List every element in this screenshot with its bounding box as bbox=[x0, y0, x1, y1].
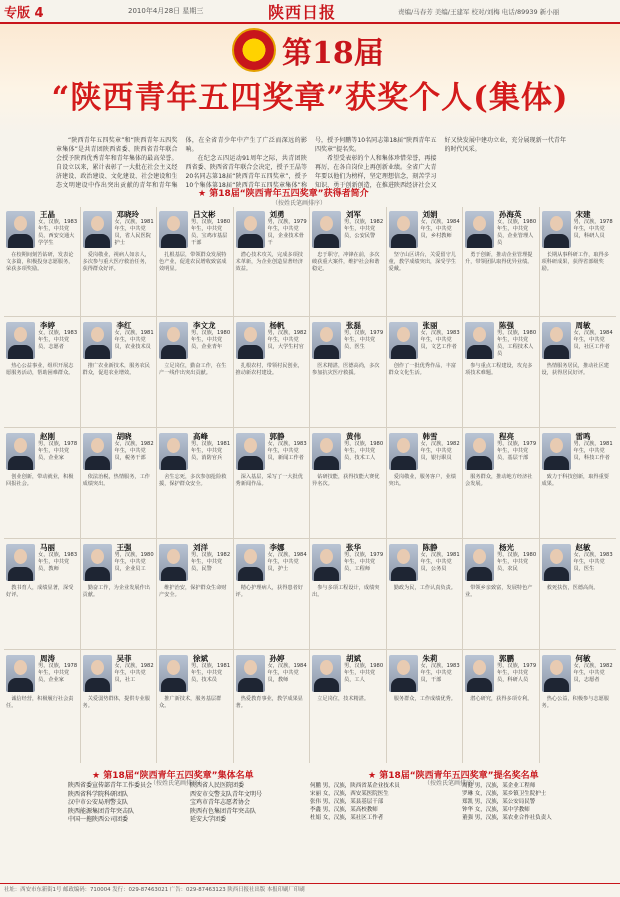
recipient-profile bbox=[4, 540, 80, 647]
recipient-description: 创业创新，带动就业，积极回报社会。 bbox=[6, 474, 74, 487]
portrait-photo bbox=[312, 544, 341, 581]
recipient-name: 王强 bbox=[116, 543, 132, 552]
recipient-name: 杨帆 bbox=[269, 321, 285, 330]
column-divider bbox=[80, 207, 81, 763]
recipient-description: 致力于科技创新，取得重要成果。 bbox=[541, 474, 609, 487]
portrait-photo bbox=[465, 655, 494, 692]
collective-item: 宝鸡市青年志愿者协会 bbox=[190, 799, 251, 807]
recipient-name: 高峰 bbox=[193, 432, 208, 441]
recipient-name: 周敏 bbox=[575, 321, 591, 330]
recipient-name: 孙婷 bbox=[269, 654, 285, 663]
nominees-list-right bbox=[462, 782, 552, 822]
recipient-bio: 男，汉族，1980年生，中共党员，工程技术人员 bbox=[497, 330, 537, 357]
recipient-name: 郭静 bbox=[269, 432, 285, 441]
recipient-bio: 男，汉族，1978年生，中共党员，企业家 bbox=[38, 441, 78, 461]
nominees-list-left bbox=[310, 782, 400, 822]
recipient-name: 张磊 bbox=[346, 321, 361, 330]
section-individuals-subtitle: （按姓氏笔画排序） bbox=[272, 200, 327, 207]
recipient-bio: 男，汉族，1979年生，中共党员，基层干部 bbox=[497, 441, 537, 461]
intro-paragraph: 希望受表彰的个人和集体珍惜荣誉，再接再厉，在各自岗位上再创新业绩。全省广大青年要以他们为榜样，坚定理想信念，刻苦学习知识，勇于创新创造，在推进陕西经济社会又好又快发展中建功立业，充分展现新一代青年的时代风采。 bbox=[315, 137, 566, 189]
recipient-bio: 女，汉族，1982年生，中共党员，志愿者 bbox=[573, 663, 613, 683]
portrait-photo bbox=[159, 433, 188, 470]
recipient-name: 郭鹏 bbox=[499, 654, 514, 663]
recipient-description: 钻研技能，获得技能大赛优异名次。 bbox=[312, 474, 380, 487]
recipient-name: 吴菲 bbox=[116, 654, 132, 663]
nominee-item: 郑凯 男，汉族，某公安局民警 bbox=[462, 799, 536, 805]
recipient-profile bbox=[234, 540, 310, 647]
recipient-description: 热情服务居民，推动社区建设，获得居民好评。 bbox=[541, 363, 609, 376]
recipient-profile bbox=[4, 318, 80, 425]
recipient-bio: 男，汉族，1980年生，中共党员，工人 bbox=[344, 663, 384, 683]
recipient-bio: 男，汉族，1981年生，中共党员，科技工作者 bbox=[573, 441, 613, 461]
recipient-description: 关爱弱势群体，提供专业服务。 bbox=[82, 696, 150, 709]
recipient-name: 胡斌 bbox=[346, 654, 361, 663]
recipient-description: 勤政为民，工作认真负责。 bbox=[393, 585, 456, 591]
recipient-bio: 女，汉族，1984年生，中共党员，社区工作者 bbox=[573, 330, 613, 350]
page-footer: 社址：西安市东新街1号 邮政编码：710004 发行：029-87463021 广告：029-87463123 陕西日报社出版 本报印刷厂印刷 bbox=[0, 883, 620, 897]
recipient-description: 潜心研究，获得多项专利。 bbox=[470, 696, 533, 702]
recipient-name: 刘娟 bbox=[422, 210, 438, 219]
recipient-profile bbox=[310, 651, 386, 758]
recipient-description: 热心公益事业，组织开展志愿服务活动，帮助困难群众。 bbox=[6, 363, 74, 376]
portrait-photo bbox=[159, 544, 188, 581]
recipient-bio: 男，汉族，1980年生，中共党员，宝鸡市基层干部 bbox=[191, 219, 231, 246]
recipient-description: 精心护理病人，获得患者好评。 bbox=[235, 585, 303, 598]
recipient-description: 参与多项工程设计，成绩突出。 bbox=[312, 585, 380, 598]
recipient-profile bbox=[4, 429, 80, 536]
recipient-description: 立足岗位，勤奋工作，在生产一线作出突出贡献。 bbox=[159, 363, 227, 376]
headline-title: “陕西青年五四奖章”获奖个人(集体) bbox=[51, 80, 569, 116]
portrait-photo bbox=[83, 211, 112, 248]
recipient-profile bbox=[463, 207, 539, 314]
portrait-photo bbox=[389, 655, 418, 692]
recipient-description: 医术精湛，医德高尚，多次参加抗灾医疗救援。 bbox=[312, 363, 380, 376]
collective-item: 陕西省委宣传部青年工作委员会 bbox=[68, 782, 153, 789]
portrait-photo bbox=[83, 433, 112, 470]
recipient-bio: 女，汉族，1983年生，中共党员，西安交通大学学生 bbox=[38, 219, 78, 246]
recipient-name: 宋建 bbox=[575, 210, 591, 219]
recipient-bio: 女，汉族，1982年生，中共党员，银行职员 bbox=[420, 441, 460, 461]
row-divider bbox=[4, 316, 616, 317]
recipient-name: 陈静 bbox=[422, 543, 438, 552]
recipient-bio: 男，汉族，1980年生，中共党员，企业员工 bbox=[114, 552, 154, 572]
edition-label: 专版 4 bbox=[4, 6, 44, 21]
portrait-photo bbox=[236, 655, 265, 692]
recipient-description: 服务群众，推动地方经济社会发展。 bbox=[465, 474, 533, 487]
recipient-bio: 男，汉族，1982年生，中共党员，大学生村官 bbox=[267, 330, 307, 350]
portrait-photo bbox=[312, 433, 341, 470]
recipient-name: 陈强 bbox=[499, 321, 514, 330]
portrait-photo bbox=[6, 544, 35, 581]
column-divider bbox=[233, 207, 234, 763]
nominee-item: 何鹏 男，汉族，陕西省某企业技术员 bbox=[310, 783, 400, 789]
editor-credits: 责编/马春芳 美编/王建军 校对/刘梅 电话/89939 新小丽 bbox=[398, 8, 560, 16]
recipient-profile bbox=[463, 540, 539, 647]
recipient-grid bbox=[4, 207, 616, 763]
section-individuals-title: ★ 第18届“陕西青年五四奖章”获得者简介 bbox=[198, 189, 369, 199]
recipient-description: 坚守山区讲台，关爱留守儿童，教学成绩突出，深受学生爱戴。 bbox=[388, 252, 456, 272]
nominee-item: 张伟 男，汉族，某县基层干部 bbox=[310, 799, 384, 805]
portrait-photo bbox=[159, 211, 188, 248]
nominee-item: 周健 男，汉族，某企业工程师 bbox=[462, 783, 536, 789]
recipient-profile bbox=[4, 651, 80, 758]
section-collectives-subtitle: （按姓氏笔画排序） bbox=[150, 780, 205, 787]
recipient-bio: 女，汉族，1983年生，中共党员，教师 bbox=[38, 552, 78, 572]
page-header bbox=[0, 0, 620, 24]
portrait-photo bbox=[6, 322, 35, 359]
portrait-photo bbox=[465, 322, 494, 359]
recipient-name: 李婷 bbox=[40, 321, 55, 330]
recipient-description: 服务群众，工作成绩优秀。 bbox=[393, 696, 456, 702]
recipient-description: 依法治税，热情服务，工作成绩突出。 bbox=[82, 474, 150, 487]
portrait-photo bbox=[236, 322, 265, 359]
section-collectives-title: ★ 第18届“陕西青年五四奖章”集体名单 bbox=[92, 771, 254, 781]
star-icon: ★ bbox=[92, 771, 101, 781]
collective-item: 陕西能源集团青年突击队 bbox=[68, 807, 135, 815]
portrait-photo bbox=[542, 322, 571, 359]
recipient-name: 李娜 bbox=[269, 543, 285, 552]
intro-article bbox=[56, 136, 566, 190]
recipient-bio: 男，汉族，1980年生，中共党员，技术工人 bbox=[344, 441, 384, 461]
recipient-profile bbox=[540, 651, 616, 758]
recipient-profile bbox=[157, 540, 233, 647]
recipient-profile bbox=[387, 207, 463, 314]
collective-item: 汉中市公安局刑警支队 bbox=[68, 799, 129, 807]
portrait-photo bbox=[159, 655, 188, 692]
nominee-item: 钟华 女，汉族，某中学教师 bbox=[462, 807, 530, 813]
collective-item: 延安大学团委 bbox=[190, 816, 227, 824]
section-nominees-title: ★ 第18届“陕西青年五四奖章”提名奖名单 bbox=[368, 771, 539, 781]
recipient-bio: 男，汉族，1982年生，中共党员，公安民警 bbox=[344, 219, 384, 239]
recipient-description: 扎根基层，带领群众发展特色产业，促进农民增收致富成效明显。 bbox=[159, 252, 227, 272]
recipient-bio: 女，汉族，1982年生，中共党员，社工 bbox=[114, 663, 154, 683]
recipient-name: 周涛 bbox=[40, 654, 55, 663]
recipient-bio: 男，汉族，1979年生，中共党员，企业技术骨干 bbox=[267, 219, 307, 246]
nominee-item: 董强 男，汉族，某农业合作社负责人 bbox=[462, 815, 552, 821]
recipient-name: 孙海英 bbox=[499, 210, 522, 219]
recipient-profile bbox=[81, 651, 157, 758]
star-icon: ★ bbox=[368, 771, 377, 781]
recipient-name: 赵刚 bbox=[40, 432, 55, 441]
portrait-photo bbox=[83, 322, 112, 359]
recipient-profile bbox=[387, 540, 463, 647]
recipient-bio: 女，汉族，1984年生，中共党员，护士 bbox=[267, 552, 307, 572]
recipient-description: 教书育人，成绩显著，深受好评。 bbox=[6, 585, 74, 598]
portrait-photo bbox=[389, 544, 418, 581]
column-divider bbox=[539, 207, 540, 763]
recipient-profile bbox=[310, 207, 386, 314]
recipient-name: 张丽 bbox=[422, 321, 438, 330]
portrait-photo bbox=[312, 655, 341, 692]
recipient-profile bbox=[463, 318, 539, 425]
recipient-name: 杨光 bbox=[499, 543, 514, 552]
recipient-name: 赵敏 bbox=[575, 543, 591, 552]
recipient-profile bbox=[387, 318, 463, 425]
recipient-description: 热心公益，积极参与志愿服务。 bbox=[541, 696, 609, 709]
recipient-name: 刘军 bbox=[346, 210, 361, 219]
recipient-bio: 男，汉族，1978年生，中共党员，科研人员 bbox=[573, 219, 613, 239]
recipient-description: 勤奋工作，为企业发展作出贡献。 bbox=[82, 585, 150, 598]
collectives-list-left bbox=[68, 782, 152, 825]
recipient-bio: 女，汉族，1983年生，中共党员，志愿者 bbox=[38, 330, 78, 350]
recipient-description: 长期从事科研工作，取得多项科研成果，获得省部级奖励。 bbox=[541, 252, 609, 272]
recipient-description: 带领乡亲致富，发展特色产业。 bbox=[465, 585, 533, 598]
recipient-profile bbox=[540, 207, 616, 314]
collective-item: 陕西省科学院科研团队 bbox=[68, 790, 129, 798]
recipient-name: 吕文彬 bbox=[193, 210, 216, 219]
portrait-photo bbox=[465, 433, 494, 470]
portrait-photo bbox=[542, 211, 571, 248]
star-icon: ★ bbox=[198, 189, 207, 199]
recipient-bio: 男，汉族，1982年生，中共党员，民警 bbox=[191, 552, 231, 572]
recipient-description: 扎根农村，带领村民创业，推动新农村建设。 bbox=[235, 363, 303, 376]
recipient-bio: 男，汉族，1980年生，中共党员，农民 bbox=[497, 552, 537, 572]
collectives-list-right bbox=[190, 782, 262, 825]
recipient-name: 王晶 bbox=[40, 210, 55, 219]
recipient-bio: 男，汉族，1981年生，中共党员，技术员 bbox=[191, 663, 231, 683]
recipient-description: 立足岗位，技术精湛。 bbox=[317, 696, 370, 702]
row-divider bbox=[4, 538, 616, 539]
recipient-profile bbox=[463, 651, 539, 758]
column-divider bbox=[156, 207, 157, 763]
recipient-bio: 男，汉族，1979年生，中共党员，科研人员 bbox=[497, 663, 537, 683]
recipient-profile bbox=[463, 429, 539, 536]
recipient-profile bbox=[540, 318, 616, 425]
portrait-photo bbox=[389, 211, 418, 248]
portrait-photo bbox=[236, 211, 265, 248]
portrait-photo bbox=[542, 544, 571, 581]
portrait-photo bbox=[542, 433, 571, 470]
nominee-item: 李鑫 男，汉族，某高校教师 bbox=[310, 807, 378, 813]
recipient-description: 忠于职守，冲锋在前，多次破获重大案件，维护社会和谐稳定。 bbox=[312, 252, 380, 272]
recipient-description: 参与重点工程建设，攻克多项技术难题。 bbox=[465, 363, 533, 376]
recipient-bio: 男，汉族，1978年生，中共党员，企业家 bbox=[38, 663, 78, 683]
row-divider bbox=[4, 427, 616, 428]
recipient-profile bbox=[387, 429, 463, 536]
session-number: 第18届 bbox=[282, 36, 384, 71]
recipient-description: 勇于创新，推动企业管理提升，带领团队取得优异业绩。 bbox=[465, 252, 533, 265]
portrait-photo bbox=[236, 544, 265, 581]
collective-item: 中国一拖陕西公司团委 bbox=[68, 816, 129, 824]
recipient-profile bbox=[157, 429, 233, 536]
portrait-photo bbox=[542, 655, 571, 692]
column-divider bbox=[386, 207, 387, 763]
recipient-description: 诚信经营，积极履行社会责任。 bbox=[6, 696, 74, 709]
recipient-name: 刘洋 bbox=[193, 543, 208, 552]
recipient-name: 马丽 bbox=[40, 543, 55, 552]
recipient-bio: 女，汉族，1984年生，中共党员，教师 bbox=[267, 663, 307, 683]
recipient-bio: 女，汉族，1981年生，中共党员，公务员 bbox=[420, 552, 460, 572]
recipient-description: 救死扶伤，医德高尚。 bbox=[546, 585, 599, 591]
column-divider bbox=[309, 207, 310, 763]
collective-item: 陕西有色集团青年突击队 bbox=[190, 807, 257, 815]
recipient-description: 潜心技术攻关，完成多项技术革新，为企业创造显著经济效益。 bbox=[235, 252, 303, 272]
nominee-item: 罗琳 女，汉族，某乡镇卫生院护士 bbox=[462, 791, 547, 797]
collective-item: 陕西省人民医院团委 bbox=[190, 782, 245, 789]
recipient-bio: 女，汉族，1984年生，中共党员，乡村教师 bbox=[420, 219, 460, 239]
portrait-photo bbox=[83, 655, 112, 692]
intro-paragraph: “陕西青年五四奖章”和“陕西青年五四奖章集体”是共青团陕西省委、陕西省青年联合会授予陕西优秀青年和青年集体的最高荣誉。自设立以来，累计表彰了一大批在社会主义经济建设、政治建设、文化建设、社会建设和生态文明建设中作出突出贡献的青年和青年集体，在全省青少年中产生了广泛而深远的影响。 bbox=[56, 137, 307, 189]
recipient-profile bbox=[310, 318, 386, 425]
headline-banner bbox=[0, 24, 620, 134]
portrait-photo bbox=[6, 655, 35, 692]
portrait-photo bbox=[389, 322, 418, 359]
collective-item: 西安市交警支队青年文明号 bbox=[190, 790, 263, 798]
recipient-description: 在校期间刻苦钻研，发表论文多篇，积极投身志愿服务，荣获多项奖励。 bbox=[6, 252, 74, 272]
recipient-description: 爱岗敬业，视病人如亲人，多次参与重大医疗救治任务，获得群众好评。 bbox=[82, 252, 150, 272]
recipient-name: 程亮 bbox=[499, 432, 514, 441]
recipient-name: 李文龙 bbox=[193, 321, 216, 330]
recipient-description: 爱岗敬业，服务客户，业绩突出。 bbox=[388, 474, 456, 487]
recipient-name: 胡晓 bbox=[116, 432, 132, 441]
recipient-name: 何敏 bbox=[575, 654, 591, 663]
recipient-bio: 男，汉族，1980年生，中共党员，企业青年 bbox=[191, 330, 231, 350]
portrait-photo bbox=[6, 211, 35, 248]
row-divider bbox=[4, 649, 616, 650]
recipient-bio: 男，汉族，1979年生，中共党员，医生 bbox=[344, 330, 384, 350]
portrait-photo bbox=[6, 433, 35, 470]
recipient-profile bbox=[81, 207, 157, 314]
recipient-bio: 女，汉族，1983年生，中共党员，干部 bbox=[420, 663, 460, 683]
portrait-photo bbox=[465, 544, 494, 581]
recipient-name: 张华 bbox=[346, 543, 361, 552]
recipient-name: 李红 bbox=[116, 321, 132, 330]
youth-league-emblem-icon bbox=[232, 28, 276, 72]
recipient-bio: 女，汉族，1981年生，中共党员，省人民医院护士 bbox=[114, 219, 154, 246]
portrait-photo bbox=[159, 322, 188, 359]
recipient-bio: 男，汉族，1981年生，中共党员，消防官兵 bbox=[191, 441, 231, 461]
section-nominees-subtitle: （按姓氏笔画排序） bbox=[424, 780, 479, 787]
portrait-photo bbox=[312, 322, 341, 359]
recipient-name: 邓晓玲 bbox=[116, 210, 139, 219]
recipient-description: 舍生忘死，多次参加抢险救援，保护群众安全。 bbox=[159, 474, 227, 487]
nominee-item: 杜娟 女，汉族，某社区工作者 bbox=[310, 815, 384, 821]
recipient-profile bbox=[234, 318, 310, 425]
recipient-profile bbox=[157, 207, 233, 314]
recipient-profile bbox=[234, 429, 310, 536]
recipient-profile bbox=[4, 207, 80, 314]
recipient-name: 黄伟 bbox=[346, 432, 361, 441]
recipient-profile bbox=[310, 540, 386, 647]
recipient-profile bbox=[540, 540, 616, 647]
recipient-description: 推广新技术，服务基层群众。 bbox=[159, 696, 222, 709]
recipient-name: 雷鸣 bbox=[575, 432, 591, 441]
nominee-item: 宋丽 女，汉族，西安某医院医生 bbox=[310, 791, 389, 797]
recipient-profile bbox=[540, 429, 616, 536]
recipient-profile bbox=[81, 540, 157, 647]
recipient-profile bbox=[310, 429, 386, 536]
recipient-profile bbox=[81, 429, 157, 536]
recipient-name: 徐斌 bbox=[193, 654, 208, 663]
portrait-photo bbox=[389, 433, 418, 470]
intro-paragraph: 在纪念五四运动91周年之际，共青团陕西省委、陕西省青年联合会决定，授予王晶等20名同志第18届“陕西青年五四奖章”，授予10个集体第18届“陕西青年五四奖章集体”称号，授予何鹏等10名同志第18届“陕西青年五四奖章”提名奖。 bbox=[185, 137, 437, 189]
recipient-profile bbox=[157, 651, 233, 758]
recipient-bio: 女，汉族，1983年生，中共党员，新闻工作者 bbox=[267, 441, 307, 461]
recipient-description: 深入基层，采写了一大批优秀新闻作品。 bbox=[235, 474, 303, 487]
recipient-bio: 女，汉族，1983年生，中共党员，文艺工作者 bbox=[420, 330, 460, 350]
portrait-photo bbox=[312, 211, 341, 248]
portrait-photo bbox=[465, 211, 494, 248]
recipient-description: 创作了一批优秀作品，丰富群众文化生活。 bbox=[388, 363, 456, 376]
recipient-profile bbox=[234, 651, 310, 758]
column-divider bbox=[462, 207, 463, 763]
recipient-description: 热爱教育事业，教学成果显著。 bbox=[235, 696, 303, 709]
portrait-photo bbox=[83, 544, 112, 581]
recipient-bio: 女，汉族，1982年生，中共党员，税务干部 bbox=[114, 441, 154, 461]
recipient-name: 韩雪 bbox=[422, 432, 438, 441]
recipient-profile bbox=[157, 318, 233, 425]
recipient-bio: 女，汉族，1981年生，中共党员，农业技术员 bbox=[114, 330, 154, 350]
recipient-description: 推广农业新技术，服务农民群众，促进农业增效。 bbox=[82, 363, 150, 376]
recipient-profile bbox=[234, 207, 310, 314]
issue-date: 2010年4月28日 星期三 bbox=[128, 7, 204, 15]
recipient-name: 朱莉 bbox=[422, 654, 438, 663]
recipient-bio: 女，汉族，1983年生，中共党员，医生 bbox=[573, 552, 613, 572]
recipient-profile bbox=[81, 318, 157, 425]
recipient-bio: 女，汉族，1980年生，中共党员，企业管理人员 bbox=[497, 219, 537, 246]
recipient-bio: 男，汉族，1979年生，中共党员，工程师 bbox=[344, 552, 384, 572]
recipient-description: 维护治安，保护群众生命财产安全。 bbox=[159, 585, 227, 598]
recipient-name: 刘勇 bbox=[269, 210, 285, 219]
newspaper-name: 陕西日报 bbox=[268, 3, 337, 22]
portrait-photo bbox=[236, 433, 265, 470]
recipient-profile bbox=[387, 651, 463, 758]
